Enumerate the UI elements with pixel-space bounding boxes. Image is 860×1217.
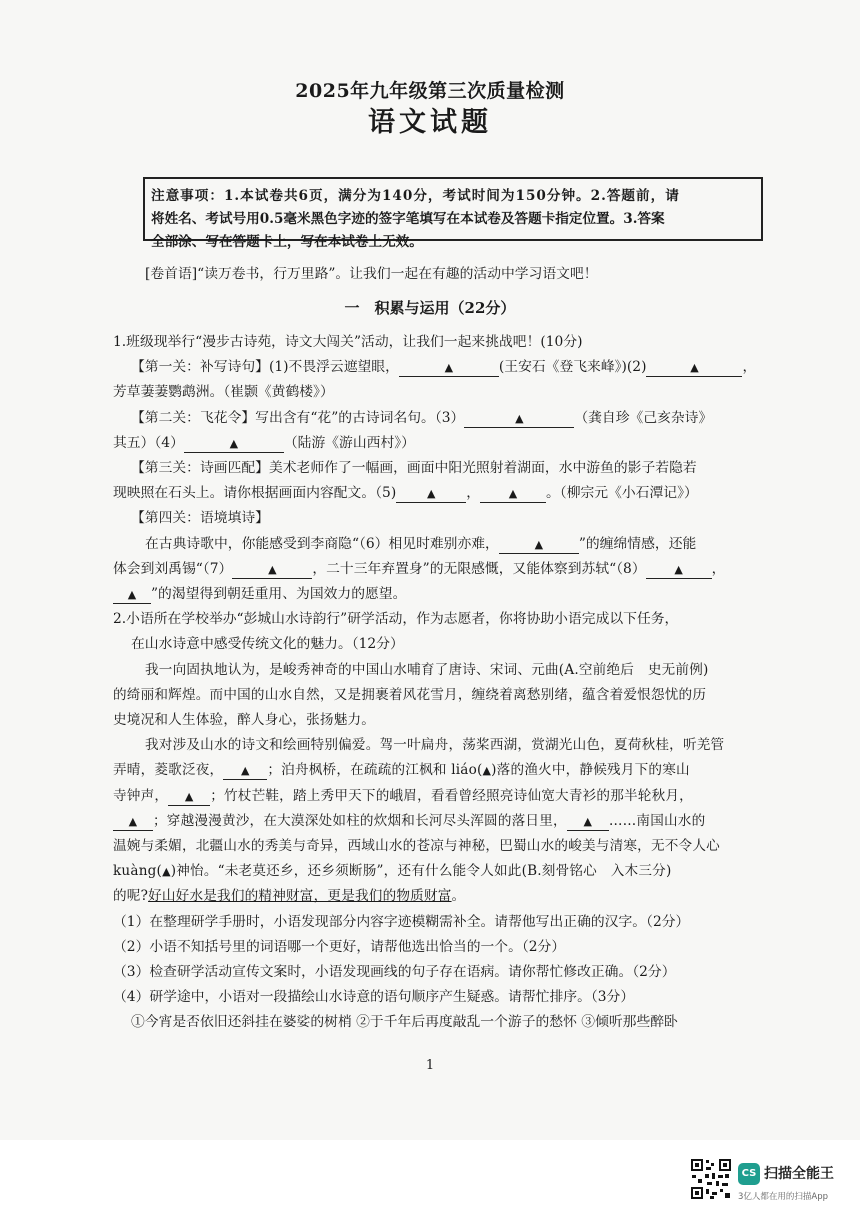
- camscanner-logo-icon: CS: [738, 1163, 760, 1185]
- q1-line: 其五）（4） ▲ （陆游《游山西村》）: [113, 434, 415, 451]
- q2-passage-line: 的呢?好山好水是我们的精神财富，更是我们的物质财富。: [113, 888, 466, 905]
- q2-passage-line: 史境况和人生体验，醉人身心，张扬魅力。: [113, 712, 376, 729]
- answer-blank: ▲: [464, 410, 574, 428]
- q1-line: 体会到刘禹锡“（7） ▲ ，二十三年弃置身”的无限感慨，又能体察到苏轼“（8） ▲ ，: [113, 560, 726, 577]
- notice-box: [143, 177, 763, 250]
- answer-blank: ▲: [482, 764, 492, 778]
- page-number: 1: [425, 1058, 435, 1073]
- answer-blank: ▲: [567, 813, 609, 831]
- answer-blank: ▲: [113, 813, 153, 831]
- q2-passage-line: 我对涉及山水的诗文和绘画特别偏爱。驾一叶扁舟，荡桨西湖，赏湖光山色，夏荷秋桂，听羌管: [145, 737, 725, 754]
- notice-line-2: 将姓名、考试号用0.5毫米黑色字迹的签字笔填写在本试卷及答题卡指定位置。3.答案: [151, 211, 665, 227]
- answer-blank: ▲: [184, 435, 284, 453]
- exam-title: 2025年九年级第三次质量检测: [295, 80, 565, 102]
- q2-passage-line: 寺钟声， ▲ ；竹杖芒鞋，踏上秀甲天下的峨眉，看看曾经照亮诗仙宽大青衫的那半轮秋月，: [113, 787, 693, 804]
- q1-line: 现映照在石头上。请你根据画面内容配文。（5) ▲ ， ▲ 。（柳宗元《小石潭记》）: [113, 485, 698, 502]
- answer-blank: ▲: [223, 762, 267, 780]
- q2-stem: 在山水诗意中感受传统文化的魅力。（12分）: [131, 636, 404, 653]
- q2-passage-line: 我一向固执地认为，是峻秀神奇的中国山水哺育了唐诗、宋词、元曲(A.空前绝后 史无前例): [145, 661, 709, 678]
- q2-passage-line: 的绮丽和辉煌。而中国的山水自然，又是拥裹着风花雪月，缠绕着离愁别绪，蕴含着爱恨怨忧的历: [113, 686, 707, 703]
- q2-stem: 2.小语所在学校举办“彭城山水诗韵行”研学活动，作为志愿者，你将协助小语完成以下任务，: [113, 611, 679, 628]
- answer-blank: ▲: [399, 359, 499, 377]
- answer-blank: ▲: [480, 485, 546, 503]
- answer-blank: ▲: [499, 536, 579, 554]
- answer-blank: ▲: [646, 359, 742, 377]
- q1-stem: 1.班级现举行“漫步古诗苑，诗文大闯关”活动，让我们一起来挑战吧！(10分): [113, 334, 583, 350]
- q2-passage-line: 温婉与柔媚，北疆山水的秀美与奇异，西域山水的苍凉与神秘，巴蜀山水的峻美与清寒，无不令人心: [113, 838, 720, 855]
- question-content: [113, 330, 785, 1036]
- subquestion-3: （3）检查研学活动宣传文案时，小语发现画线的句子存在语病。请你帮忙修改正确。（2分）: [113, 964, 676, 981]
- q1-line: ▲ ”的渴望得到朝廷重用、为国效力的愿望。: [113, 582, 785, 607]
- answer-blank: ▲: [646, 561, 712, 579]
- subquestion-1: （1）在整理研学手册时，小语发现部分内容字迹模糊需补全。请帮他写出正确的汉字。（2分）: [113, 913, 690, 930]
- brand-slogan: 3亿人都在用的扫描App: [738, 1192, 829, 1202]
- subquestion-4-options: ①今宵是否依旧还斜挂在婆娑的树梢 ②于千年后再度敲乱一个游子的愁怀 ③倾听那些醉卧: [131, 1014, 678, 1031]
- scanner-footer: [0, 1140, 860, 1217]
- section-heading: 一 积累与运用（22分）: [344, 299, 516, 317]
- q2-passage-line: ▲ ；穿越漫漫黄沙，在大漠深处如柱的炊烟和长河尽头浑圆的落日里， ▲ ……南国山水的: [113, 809, 785, 834]
- q1-line: 在古典诗歌中，你能感受到李商隐“（6）相见时难别亦难， ▲ ”的缠绵情感，还能: [145, 535, 697, 552]
- motto: [卷首语]“读万卷书，行万里路”。让我们一起在有趣的活动中学习语文吧！: [145, 266, 598, 282]
- answer-blank: ▲: [113, 586, 151, 604]
- subquestion-4: （4）研学途中，小语对一段描绘山水诗意的语句顺序产生疑惑。请帮忙排序。（3分）: [113, 989, 635, 1006]
- q1-line: 【第三关：诗画匹配】美术老师作了一幅画，画面中阳光照射着湖面，水中游鱼的影子若隐若: [131, 460, 697, 477]
- answer-blank: ▲: [162, 865, 171, 879]
- q2-passage-line: 弄晴，菱歌泛夜， ▲ ；泊舟枫桥，在疏疏的江枫和 liáo(▲)落的渔火中，静候残月下的寒山: [113, 762, 690, 779]
- underlined-sentence: 好山好水是我们的精神财富，更是我们的物质财富: [148, 888, 452, 905]
- q1-line: 【第四关：语境填诗】: [131, 510, 269, 527]
- notice-line-3: 全部涂、写在答题卡上，写在本试卷上无效。: [151, 234, 423, 250]
- notice-line-1: 1.本试卷共6页，满分为140分，考试时间为150分钟。2.答题前，请: [223, 188, 680, 204]
- subquestion-2: （2）小语不知括号里的词语哪一个更好，请帮他选出恰当的一个。（2分）: [113, 938, 566, 955]
- answer-blank: ▲: [396, 485, 466, 503]
- qr-code-icon: [690, 1158, 732, 1200]
- brand-name: 扫描全能王: [764, 1166, 834, 1182]
- notice-label: 注意事项：: [151, 188, 224, 204]
- subject-title: 语文试题: [368, 107, 492, 138]
- q1-line: 芳草萋萋鹦鹉洲。（崔颢《黄鹤楼》）: [113, 384, 334, 401]
- answer-blank: ▲: [232, 561, 312, 579]
- q1-line: 【第一关：补写诗句】(1)不畏浮云遮望眼， ▲ (王安石《登飞来峰》)(2) ▲ ，: [131, 359, 757, 376]
- q2-passage-line: kuàng(▲)神怡。“未老莫还乡，还乡须断肠”，还有什么能令人如此(B.刻骨铭心 入木三分): [113, 863, 672, 880]
- q1-line: 【第二关：飞花令】写出含有“花”的古诗词名句。（3） ▲ （龚自珍《己亥杂诗》: [131, 409, 713, 426]
- answer-blank: ▲: [168, 788, 210, 806]
